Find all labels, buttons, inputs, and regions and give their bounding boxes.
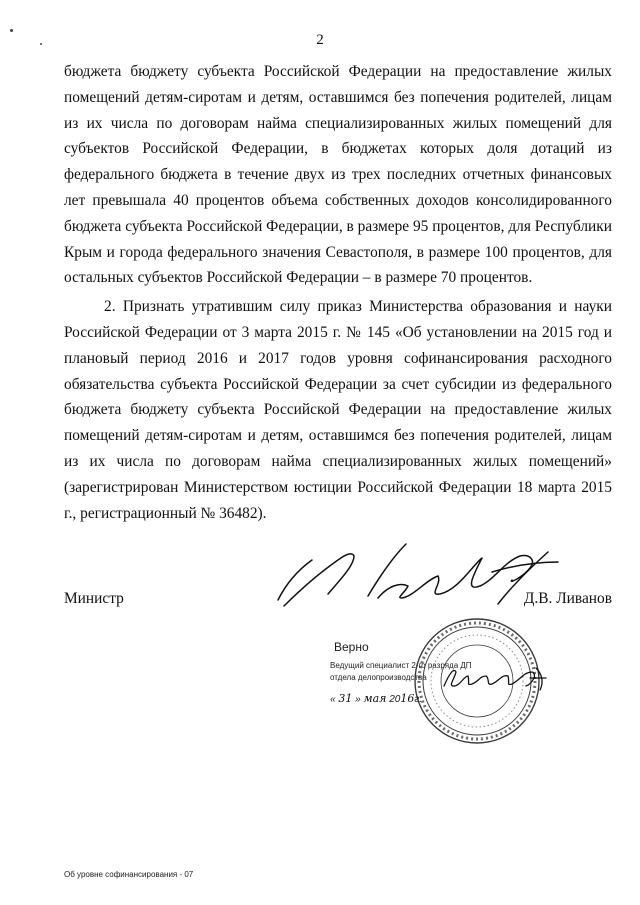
scan-speck <box>10 29 13 32</box>
paragraph-1: бюджета бюджету субъекта Российской Федерации на предоставление жилых помещений детям-сиротам и детям, оставшимся без попечения родителей, лицам из их числа по договорам найма специализированных жилых помещений для субъектов Российской Федерации, в бюджетах которых доля дотаций из федерального бюджета в течение двух из трех последних отчетных финансовых лет превышала 40 процентов объема собственных доходов консолидированного бюджета субъекта Российской Федерации, в размере 95 процентов, для Республики Крым и города федерального значения Севастополя, в размере 100 процентов, для остальных субъектов Российской Федерации – в размере 70 процентов. <box>64 63 612 287</box>
date-day: 31 <box>338 692 353 705</box>
signatory-position: Министр <box>64 590 124 607</box>
handwritten-signature <box>268 536 560 612</box>
paragraph-2: 2. Признать утратившим силу приказ Министерства образования и науки Российской Федерации от 3 марта 2015 г. № 145 «Об установлении на 2015 год и плановый период 2016 и 2017 годов уровня софинансирования расходного обязательства субъекта Российской Федерации за счет субсидии из федерального бюджета бюджету субъекта Российской Федерации на предоставление жилых помещений детям-сиротам и детям, оставшимся без попечения родителей, лицам из их числа по договорам найма специализированных жилых помещений» (зарегистрирован Министерством юстиции Российской Федерации 18 марта 2015 г., регистрационный № 36482). <box>64 298 612 522</box>
signatory-name: Д.В. Ливанов <box>523 590 612 607</box>
scan-speck <box>40 43 42 45</box>
certification-title: Верно <box>334 640 369 654</box>
date-close-quote: » <box>355 694 361 705</box>
page-number: 2 <box>316 32 324 48</box>
date-open-quote: « <box>330 694 336 705</box>
certifier-department: отдела делопроизводства <box>330 673 427 682</box>
handwritten-initials <box>440 664 548 694</box>
date-month: мая <box>363 692 387 705</box>
date-year: 16 <box>400 692 415 705</box>
certifier-position: Ведущий специалист 2-го разряда ДП <box>330 661 472 670</box>
date-suffix: г. <box>414 694 423 705</box>
date-year-prefix: 20 <box>389 694 401 705</box>
document-body <box>64 59 612 526</box>
document-footer: Об уровне софинансирования - 07 <box>64 870 194 879</box>
